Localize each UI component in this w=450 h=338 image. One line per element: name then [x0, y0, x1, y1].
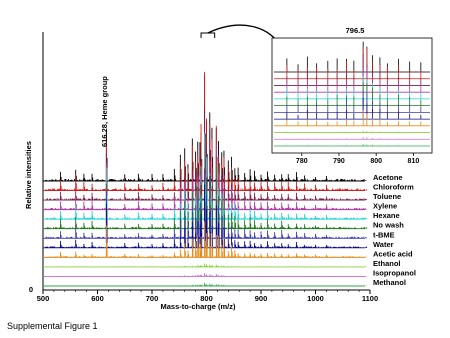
inset-x-tick-label: 790 — [333, 158, 345, 165]
series-peaks — [46, 283, 367, 286]
zoom-bracket — [201, 33, 215, 38]
series-label: Toluene — [373, 192, 402, 202]
inset-frame — [272, 38, 432, 153]
x-tick-label: 1000 — [307, 294, 324, 303]
inset-x-tick-label: 780 — [295, 158, 308, 165]
series-trace — [43, 283, 367, 286]
y-axis-label: Relative intensities — [24, 141, 33, 209]
x-tick-label: 1100 — [361, 294, 379, 303]
x-tick-label: 800 — [200, 294, 213, 303]
series-label: No wash — [373, 220, 404, 230]
x-tick-label: 600 — [91, 294, 104, 303]
x-axis-label: Mass-to-charge (m/z) — [160, 302, 236, 311]
x-tick-label: 700 — [145, 294, 159, 303]
series-label: Chloroform — [373, 182, 414, 192]
series-label: Hexane — [373, 211, 400, 221]
inset-peak-label: 796.5 — [345, 26, 365, 35]
y-zero-label: 0 — [28, 285, 34, 294]
inset-x-tick-label: 800 — [370, 158, 383, 165]
inset-zoom-plot — [272, 38, 432, 165]
series-trace — [43, 273, 367, 276]
series-peaks — [46, 273, 367, 276]
heme-peak-annotation: 616.28, Heme group — [100, 76, 109, 147]
figure-caption: Supplemental Figure 1 — [7, 321, 98, 331]
series-label: Ethanol — [373, 258, 401, 268]
series-label: Isopropanol — [373, 268, 416, 278]
series-label: Acetic acid — [373, 249, 413, 259]
series-label: t-BME — [373, 230, 395, 240]
series-peaks — [46, 264, 367, 267]
x-tick-label: 500 — [36, 294, 50, 303]
series-trace — [43, 221, 367, 257]
x-tick-label: 900 — [254, 294, 268, 303]
series-label: Acetone — [373, 173, 403, 182]
series-trace — [43, 264, 367, 267]
inset-x-tick-label: 810 — [407, 158, 420, 165]
series-label: Methanol — [373, 278, 406, 287]
series-label: Water — [373, 239, 394, 249]
series-label: Xylene — [373, 201, 398, 211]
